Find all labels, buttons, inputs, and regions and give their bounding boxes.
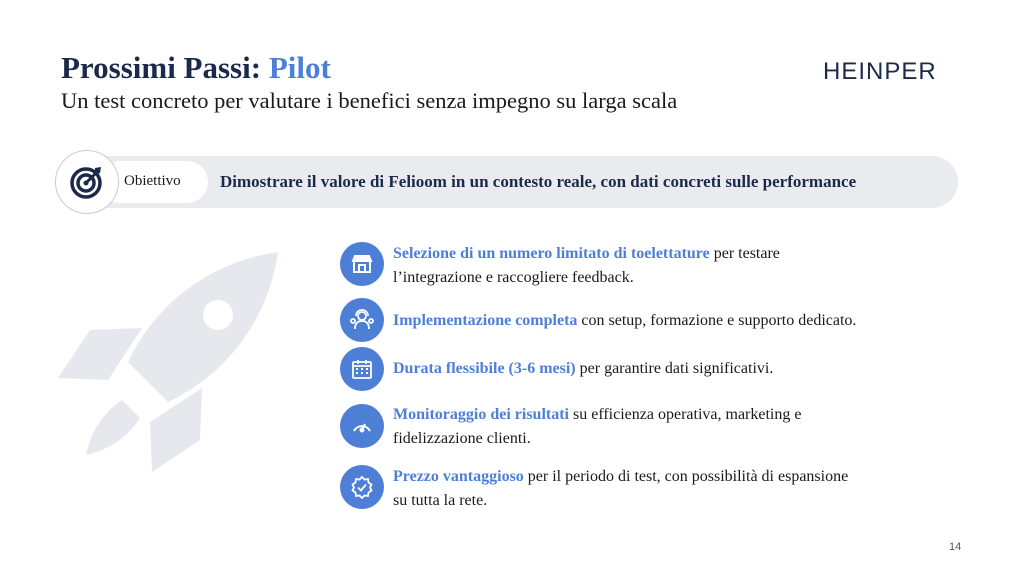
objective-label: Obiettivo	[124, 173, 181, 189]
list-item	[393, 403, 973, 451]
item-text-line2: su tutta la rete.	[393, 492, 488, 509]
list-item	[393, 242, 973, 290]
item-text-line2: fidelizzazione clienti.	[393, 430, 531, 447]
badge-check-icon	[340, 465, 384, 509]
item-highlight: Monitoraggio dei risultati	[393, 406, 569, 423]
list-item	[393, 309, 973, 333]
support-team-icon	[340, 298, 384, 342]
item-text-rest: con setup, formazione e supporto dedicato.	[577, 312, 857, 329]
gauge-icon	[340, 404, 384, 448]
item-highlight: Prezzo vantaggioso	[393, 468, 524, 485]
objective-text: Dimostrare il valore di Felioom in un contesto reale, con dati concreti sulle performance	[220, 172, 857, 191]
item-text-rest: per il periodo di test, con possibilità di espansione	[523, 468, 849, 485]
list-item	[393, 465, 973, 513]
title-accent: Pilot	[268, 50, 331, 85]
list-item	[393, 357, 973, 381]
calendar-icon	[340, 347, 384, 391]
item-text-line2: l’integrazione e raccogliere feedback.	[393, 269, 634, 286]
item-text-rest: per testare	[709, 245, 780, 262]
title-main: Prossimi Passi:	[61, 50, 269, 85]
brand-logo: HEINPER	[823, 58, 937, 85]
item-text-rest: per garantire dati significativi.	[575, 360, 774, 377]
target-icon	[55, 150, 119, 214]
page-number: 14	[949, 541, 962, 553]
store-icon	[340, 242, 384, 286]
item-highlight: Implementazione completa	[393, 312, 578, 329]
item-highlight: Durata flessibile (3-6 mesi)	[393, 360, 576, 377]
rocket-icon	[50, 250, 280, 480]
item-text-rest: su efficienza operativa, marketing e	[568, 406, 802, 423]
page-title	[61, 50, 331, 86]
item-highlight: Selezione di un numero limitato di toelettature	[393, 245, 710, 262]
page-subtitle: Un test concreto per valutare i benefici senza impegno su larga scala	[61, 88, 678, 113]
